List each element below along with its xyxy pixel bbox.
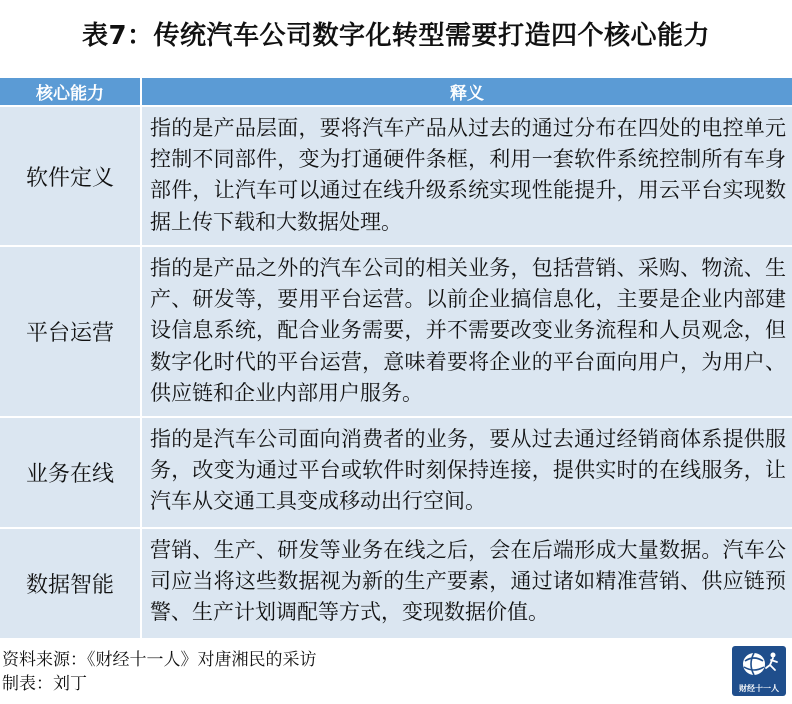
maker-note: 制表：刘丁 [2,674,87,694]
capability-cell: 数据智能 [0,527,142,638]
capabilities-table [0,78,792,638]
capability-cell: 软件定义 [0,105,142,245]
globe-runner-icon [732,646,786,684]
capability-cell: 平台运营 [0,245,142,416]
table-row [0,245,792,416]
capability-cell: 业务在线 [0,416,142,527]
table-row [0,105,792,245]
header-meaning: 释义 [450,84,484,104]
meaning-cell: 指的是产品层面，要将汽车产品从过去的通过分布在四处的电控单元控制不同部件，变为打通硬件条框，利用一套软件系统控制所有车身部件，让汽车可以通过在线升级系统实现性能提升，用云平台实现数据上传下载和大数据处理。 [142,105,792,245]
footer [2,648,317,696]
table-header-row [0,78,792,105]
meaning-cell: 营销、生产、研发等业务在线之后，会在后端形成大量数据。汽车公司应当将这些数据视为新的生产要素，通过诸如精准营销、供应链预警、生产计划调配等方式，变现数据价值。 [142,527,792,638]
table-row [0,527,792,638]
header-capability: 核心能力 [0,78,142,105]
source-note: 资料来源：《财经十一人》对唐湘民的采访 [2,650,317,670]
publication-logo [732,646,786,696]
table-row [0,416,792,527]
meaning-cell: 指的是汽车公司面向消费者的业务，要从过去通过经销商体系提供服务，改变为通过平台或软件时刻保持连接，提供实时的在线服务，让汽车从交通工具变成移动出行空间。 [142,416,792,527]
meaning-cell: 指的是产品之外的汽车公司的相关业务，包括营销、采购、物流、生产、研发等，要用平台运营。以前企业搞信息化，主要是企业内部建设信息系统，配合业务需要，并不需要改变业务流程和人员观念，但数字化时代的平台运营，意味着要将企业的平台面向用户，为用户、供应链和企业内部用户服务。 [142,245,792,416]
table-title: 表7：传统汽车公司数字化转型需要打造四个核心能力 [81,21,711,51]
logo-text: 财经十一人 [739,684,779,693]
